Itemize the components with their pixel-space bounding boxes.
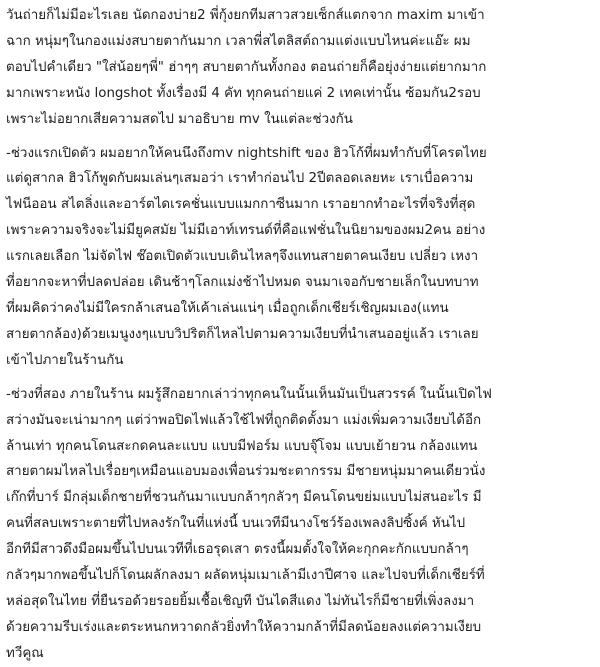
text-line: ที่อยากจะหาที่ปลดปล่อย เดินช้าๆโลกแม่งช้าไปหมด จนมาเจอกับชายเล็กในบทบาท <box>6 275 479 291</box>
text-line: กลัวๆมากพอขึ้นไปก็โดนผลักลงมา ผลัดหนุ่มเมาเล้ามีเงาปีศาจ และไปจบที่เด็กเชียร์ที่ <box>6 568 485 584</box>
text-line: -ช่วงที่สอง ภายในร้าน ผมรู้สึกอยากเล่าว่าทุกคนในนั้นเห็นมันเป็นสวรรค์ ในนั้นเปิดไฟ <box>6 386 492 402</box>
text-line: เพราะความจริงจะไม่มียูคสมัย ไม่มีเอาท์เทรนด์ที่คือแฟชั่นในนิยามของผม2คน อย่าง <box>6 223 486 239</box>
text-line: เพราะไม่อยากเสียความสดไป มาอธิบาย mv ในแต่ละช่วงกัน <box>6 111 353 127</box>
text-line: ล้านเท่า ทุกคนโดนสะกดคนละแบบ แบบมีฟอร์ม แบบจุ๊โจม แบบเย้ายวน กล้องแทน <box>6 438 478 454</box>
text-line: ที่ผมคิดว่าคงไม่มีใครกล้าเสนอให้เค้าเล่นแน่ๆ เมื่อถูกเด็กเชียร์เชิญผมเอง(แทน <box>6 300 449 316</box>
paragraph-first-section <box>6 141 594 374</box>
text-line: สว่างมันจะเน่ามากๆ แต่ว่าพอปิดไฟแล้วใช้ไฟที่ถูกติดตั้งมา แม่งเพิ่มความเงียบได้อีก <box>6 412 482 428</box>
paragraph-intro <box>6 3 594 133</box>
text-line: ด้วยความรีบเร่งและตระหนกหวาดกลัวยิ่งทำให้ความกล้าที่มีลดน้อยลงแต่ความเงียบ <box>6 619 482 635</box>
text-line: คนที่สลบเพราะตายที่ไปหลงรักในที่แห่งนี้ บนเวทีมีนางโชว์ร้องเพลงลิปซิ้งค์ หันไป <box>6 516 466 532</box>
text-line: แรกเลยเลือก ไม่จัดไฟ ช๊อตเปิดตัวแบบเดินไหลๆจึงแทนสายตาคนเงียบ เปลี่ยว เหงา <box>6 249 479 265</box>
text-line: เข้าไปภายในร้านกัน <box>6 352 124 368</box>
text-line: ไฟนีออน สไตลิ่งและอาร์ตไดเรคชั่นแบบแมกกาซีนมาก เราอยากทำอะไรที่จริงที่สุด <box>6 197 476 213</box>
text-line: วันถ่ายก็ไม่มีอะไรเลย นัดกองบ่าย2 พี่กุ้งยกทีมสาวสวยเซ็กส์แตกจาก maxim มาเข้า <box>6 8 485 23</box>
text-line: ทวีคูณ <box>6 645 44 661</box>
text-line: แต่ดูสากล ฮิวโก้พูดกับผมเล่นๆเสมอว่า เราทำก่อนไป 2ปีตลอดเลยหะ เราเบื่อความ <box>6 171 474 187</box>
text-line: ตอบไปคำเดียว "ใส่น้อยๆพี่" ฮ่าๆๆ สบายตากันทั้งกอง ตอนถ่ายก็คือยุ่งง่ายแต่ยากมาก <box>6 59 487 75</box>
text-line: สายตาผมไหลไปเรื่อยๆเหมือนแอบมองเพื่อนร่วมชะตากรรม มีชายหนุ่มมาคนเดียวนั่ง <box>6 464 486 480</box>
text-line: เก๊กที่บาร์ มีกลุ่มเด็กชายที่ชวนกันมาแบบกล้าๆกลัวๆ มีคนโดนขย่มแบบไม่สนอะไร มี <box>6 490 482 506</box>
text-line: หล่อสุดในไทย ที่ยืนรอด้วยรอยยิ้มเชื้อเชิญที บันไดสีแดง ไม่ทันไรก็มีชายที่เพิ่งลงมา <box>6 593 475 609</box>
text-line: สายตากล้อง)ด้วยเมนูงงๆแบบวิปริตก็ไหลไปตามความเงียบที่นำเสนออยู่แล้ว เราเลย <box>6 326 479 342</box>
paragraph-second-section <box>6 382 594 667</box>
text-line: มากเพราะหนัง longshot ทั้งเรื่องมี 4 คัท ทุกคนถ่ายแค่ 2 เทคเท่านั้น ซ้อมกัน2รอบ <box>6 85 481 101</box>
text-line: ฉาก หนุ่มๆในกองแม่งสบายตากันมาก เวลาพี่สไตลิสต์ถามแต่งแบบไหนค่ะแอ๊ะ ผม <box>6 33 471 49</box>
text-line: อีกทีมีสาวดึงมือผมขึ้นไปบนเวทีที่เธอรุดเสา ตรงนี้ผมตั้งใจให้คะกุกคะกักแบบกล้าๆ <box>6 542 469 558</box>
text-line: -ช่วงแรกเปิดตัว ผมอยากให้คนนึงถึงmv nightshift ของ ฮิวโก้ที่ผมทำกับที่โครตไทย <box>6 145 487 161</box>
